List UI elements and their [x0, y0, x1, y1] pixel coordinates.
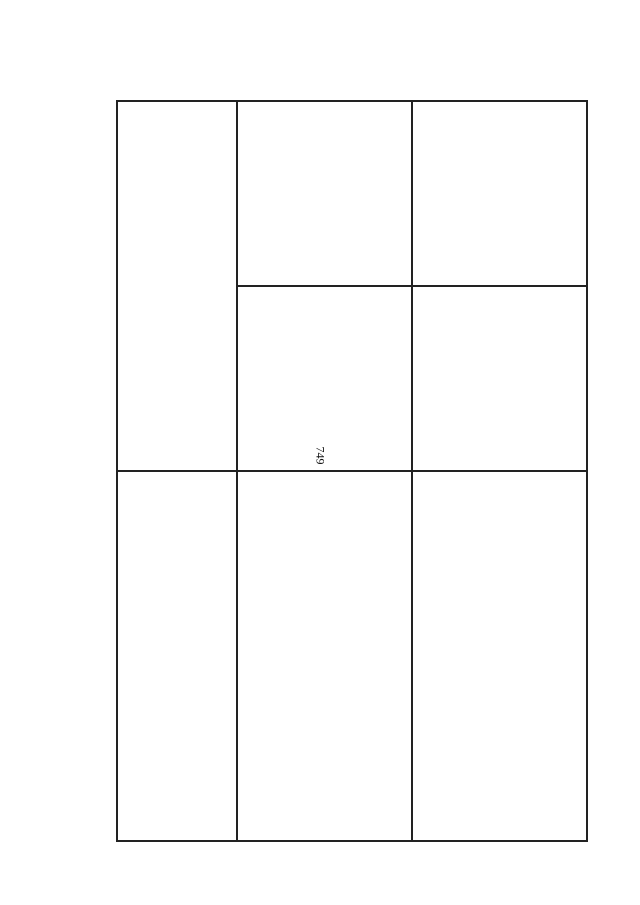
table-header-left [117, 471, 237, 841]
table-row-1-value-b [237, 101, 412, 286]
page-number: 749 [313, 446, 328, 465]
table-row-2-value-b [412, 101, 587, 286]
table-row-1-label [237, 471, 412, 841]
table-row-2-value-a [412, 286, 587, 471]
table-header-right [117, 101, 237, 471]
work-norms-table [116, 100, 588, 842]
table-row-2-label [412, 471, 587, 841]
table-row-1-value-a [237, 286, 412, 471]
rotated-page-content [40, 52, 600, 852]
